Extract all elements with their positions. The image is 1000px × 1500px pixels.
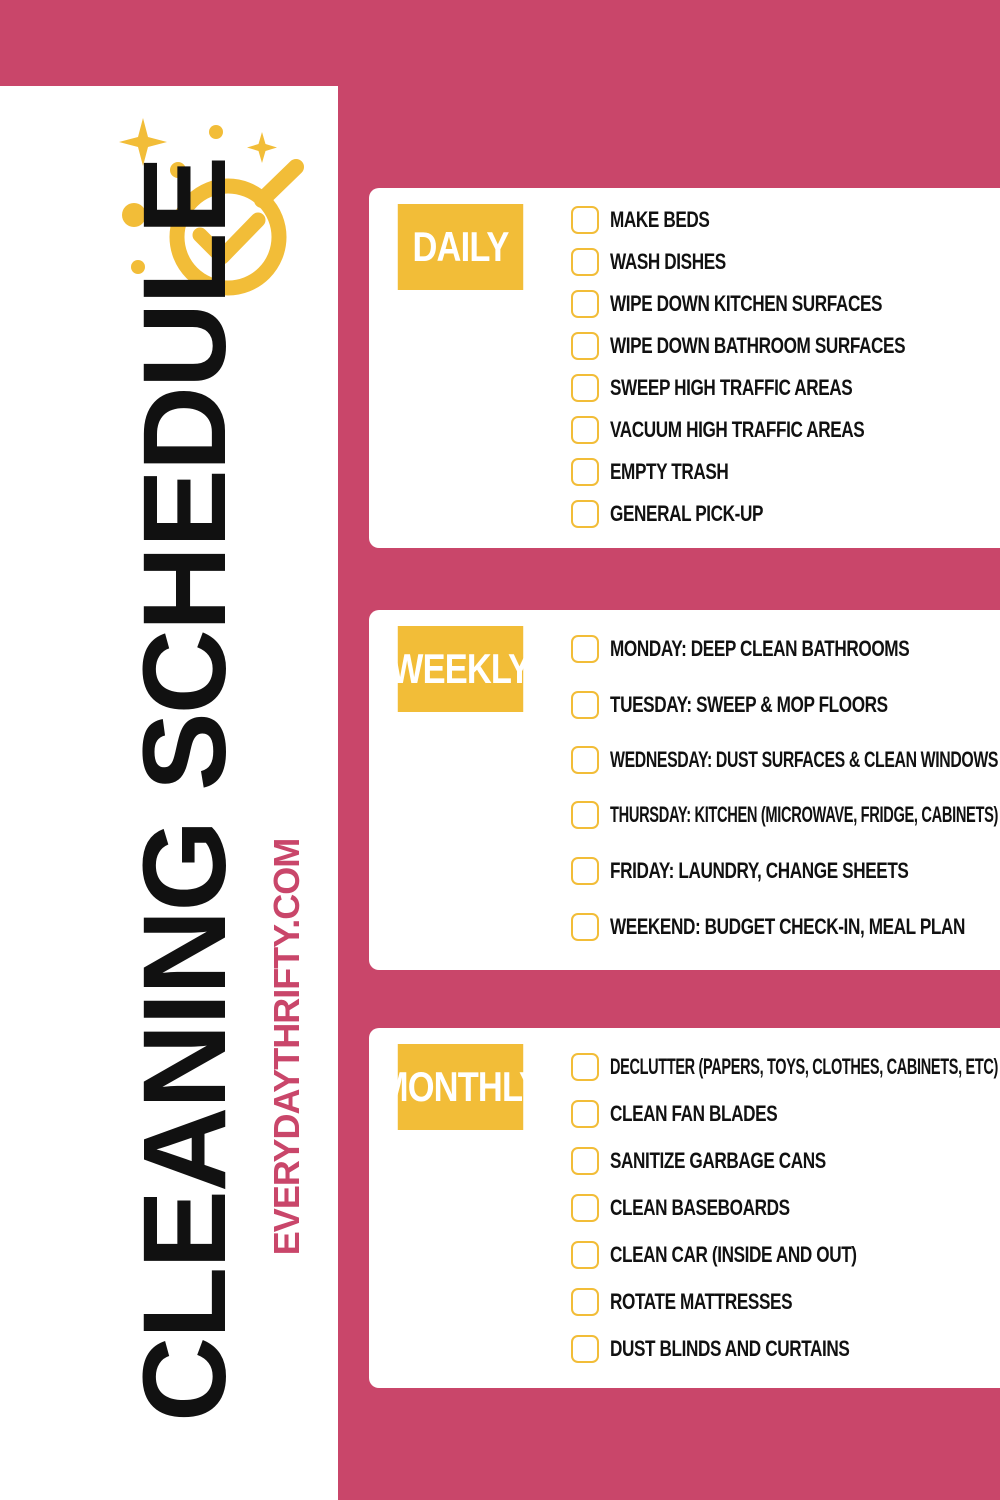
checkbox[interactable] xyxy=(571,1147,599,1175)
list-item[interactable] xyxy=(571,456,762,488)
checkbox[interactable] xyxy=(571,416,599,444)
checkbox[interactable] xyxy=(571,801,599,829)
section-badge-monthly: MONTHLY xyxy=(398,1044,523,1130)
checkbox[interactable] xyxy=(571,857,599,885)
checkbox[interactable] xyxy=(571,500,599,528)
checkbox[interactable] xyxy=(571,1241,599,1269)
daily-card xyxy=(369,188,1000,548)
list-item[interactable] xyxy=(571,204,738,236)
item-label: TUESDAY: SWEEP & MOP FLOORS xyxy=(610,692,888,717)
list-item[interactable] xyxy=(571,689,966,721)
checkbox[interactable] xyxy=(571,332,599,360)
item-label: WEDNESDAY: DUST SURFACES & CLEAN WINDOWS xyxy=(610,747,999,772)
list-item[interactable] xyxy=(571,633,994,665)
item-label: THURSDAY: KITCHEN (MICROWAVE, FRIDGE, CABINETS) xyxy=(610,802,999,827)
list-item[interactable] xyxy=(571,414,936,446)
checkbox[interactable] xyxy=(571,1288,599,1316)
list-item[interactable] xyxy=(571,799,1000,831)
item-label: EMPTY TRASH xyxy=(610,459,729,484)
dot xyxy=(209,125,223,139)
list-item[interactable] xyxy=(571,1098,824,1130)
checkbox[interactable] xyxy=(571,691,599,719)
top-band xyxy=(0,0,1000,86)
list-item[interactable] xyxy=(571,1145,887,1177)
item-label: WEEKEND: BUDGET CHECK-IN, MEAL PLAN xyxy=(610,914,965,939)
checkbox[interactable] xyxy=(571,635,599,663)
site-url: EVERYDAYTHRIFTY.COM xyxy=(266,838,307,1256)
item-label: MONDAY: DEEP CLEAN BATHROOMS xyxy=(610,636,910,661)
section-badge-daily: DAILY xyxy=(398,204,523,290)
checkbox[interactable] xyxy=(571,206,599,234)
item-label: WIPE DOWN BATHROOM SURFACES xyxy=(610,333,906,358)
item-label: FRIDAY: LAUNDRY, CHANGE SHEETS xyxy=(610,858,909,883)
item-label: ROTATE MATTRESSES xyxy=(610,1289,793,1314)
item-label: DECLUTTER (PAPERS, TOYS, CLOTHES, CABINETS, ETC) xyxy=(610,1054,999,1079)
checkbox[interactable] xyxy=(571,913,599,941)
item-label: WIPE DOWN KITCHEN SURFACES xyxy=(610,291,883,316)
checkbox[interactable] xyxy=(571,458,599,486)
item-label: CLEAN FAN BLADES xyxy=(610,1101,778,1126)
item-label: VACUUM HIGH TRAFFIC AREAS xyxy=(610,417,865,442)
list-item[interactable] xyxy=(571,498,806,530)
item-label: DUST BLINDS AND CURTAINS xyxy=(610,1336,850,1361)
checkbox[interactable] xyxy=(571,746,599,774)
list-item[interactable] xyxy=(571,330,988,362)
item-label: WASH DISHES xyxy=(610,249,726,274)
item-label: MAKE BEDS xyxy=(610,207,710,232)
section-badge-weekly: WEEKLY xyxy=(398,626,523,712)
list-item[interactable] xyxy=(571,1051,1000,1083)
checkbox[interactable] xyxy=(571,1335,599,1363)
list-item[interactable] xyxy=(571,372,921,404)
list-item[interactable] xyxy=(571,1286,844,1318)
list-item[interactable] xyxy=(571,246,759,278)
checkbox[interactable] xyxy=(571,374,599,402)
item-label: SANITIZE GARBAGE CANS xyxy=(610,1148,826,1173)
item-label: GENERAL PICK-UP xyxy=(610,501,764,526)
weekly-card xyxy=(369,610,1000,970)
checkbox[interactable] xyxy=(571,248,599,276)
list-item[interactable] xyxy=(571,855,993,887)
checkbox[interactable] xyxy=(571,1194,599,1222)
list-item[interactable] xyxy=(571,1239,926,1271)
checkbox[interactable] xyxy=(571,1100,599,1128)
list-item[interactable] xyxy=(571,911,1000,943)
checkbox[interactable] xyxy=(571,290,599,318)
monthly-card xyxy=(369,1028,1000,1388)
item-label: SWEEP HIGH TRAFFIC AREAS xyxy=(610,375,853,400)
item-label: CLEAN CAR (INSIDE AND OUT) xyxy=(610,1242,857,1267)
magnifier-handle xyxy=(262,167,296,200)
item-label: CLEAN BASEBOARDS xyxy=(610,1195,790,1220)
page-title: CLEANING SCHEDULE xyxy=(119,157,251,1423)
list-item[interactable] xyxy=(571,1333,917,1365)
list-item[interactable] xyxy=(571,744,1000,776)
list-item[interactable] xyxy=(571,288,959,320)
checkbox[interactable] xyxy=(571,1053,599,1081)
list-item[interactable] xyxy=(571,1192,840,1224)
